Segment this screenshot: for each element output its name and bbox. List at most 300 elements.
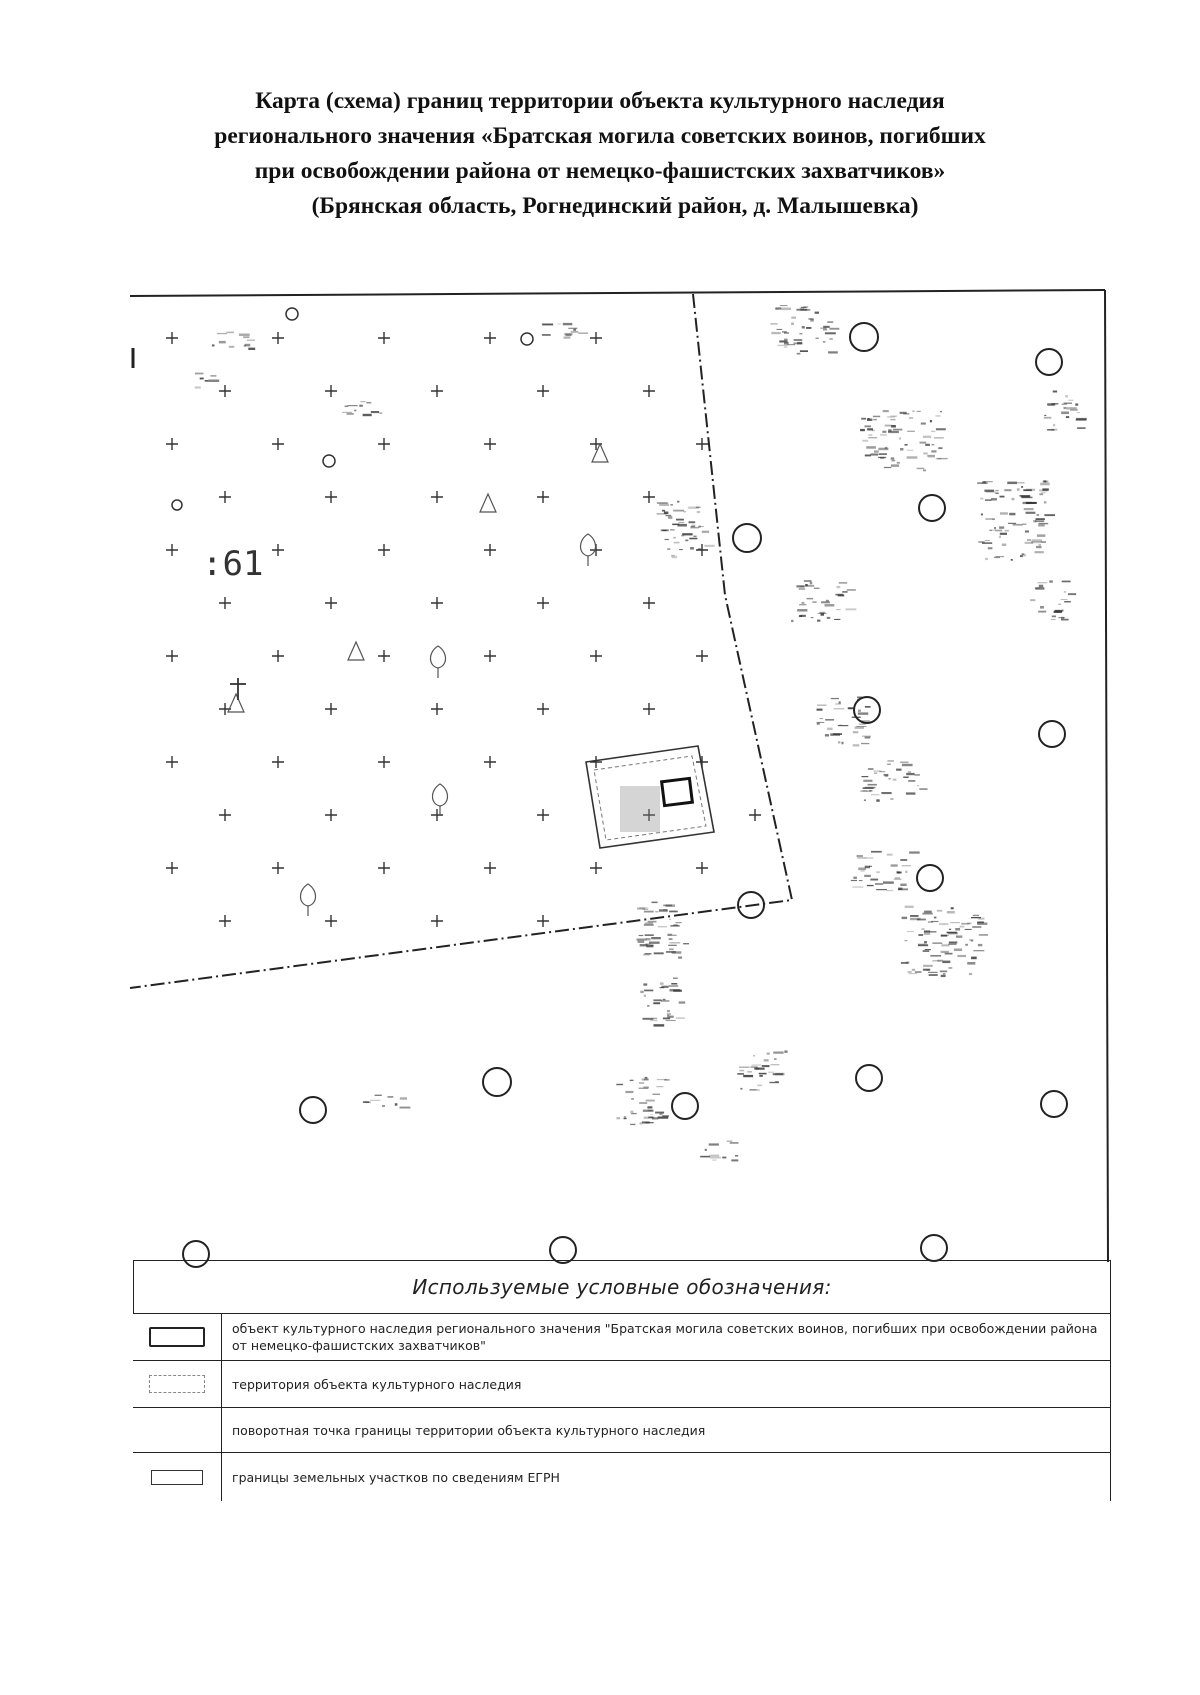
hatch-mark	[800, 350, 808, 352]
hatch-mark	[655, 911, 658, 912]
hatch-mark	[931, 450, 936, 452]
grid-cross	[325, 491, 337, 503]
hatch-mark	[645, 923, 654, 925]
hatch-mark	[950, 922, 960, 923]
grid-cross	[484, 332, 496, 344]
hatch-mark	[865, 455, 871, 457]
hatch-mark	[876, 889, 887, 890]
hatch-mark	[624, 1118, 627, 1119]
hatch-mark	[769, 1082, 779, 1083]
hatch-mark	[939, 923, 948, 925]
hatch-mark	[912, 411, 914, 412]
hatch-mark	[869, 790, 872, 791]
legend-text: территория объекта культурного наследия	[232, 1376, 522, 1392]
hatch-mark	[1030, 599, 1035, 601]
hatch-mark	[848, 707, 852, 709]
hatch-mark	[647, 1005, 649, 1007]
hatch-mark	[1027, 539, 1031, 540]
hatch-mark	[630, 1080, 634, 1081]
hatch-mark	[826, 600, 829, 602]
hatch-mark	[568, 328, 577, 329]
hatch-mark	[1037, 534, 1046, 537]
hatch-mark	[875, 883, 883, 885]
hatch-mark	[642, 1079, 645, 1081]
hatch-mark	[375, 1095, 382, 1096]
hatch-mark	[804, 580, 812, 581]
grid-cross	[537, 703, 549, 715]
grid-cross	[166, 544, 178, 556]
hatch-mark	[775, 308, 779, 310]
hatch-mark	[739, 1070, 744, 1072]
hatch-mark	[765, 1066, 770, 1067]
grid-cross	[696, 862, 708, 874]
hatch-mark	[1040, 541, 1046, 543]
hatch-mark	[354, 410, 356, 412]
hatch-mark	[932, 943, 942, 944]
grid-cross	[696, 650, 708, 662]
hatch-mark	[1044, 415, 1046, 416]
hatch-mark	[870, 879, 878, 881]
hatch-mark	[755, 1068, 764, 1070]
hatch-mark	[571, 331, 578, 333]
hatch-mark	[838, 725, 849, 726]
grid-cross	[272, 332, 284, 344]
hatch-mark	[978, 541, 984, 542]
hatch-mark	[639, 1102, 647, 1104]
hatch-mark	[666, 951, 676, 953]
hatch-mark	[887, 416, 895, 417]
hatch-mark	[1036, 518, 1045, 520]
hatch-mark	[956, 936, 962, 938]
hatch-mark	[934, 917, 937, 919]
hatch-mark	[794, 343, 803, 345]
hatch-mark	[898, 888, 908, 890]
grid-cross	[378, 544, 390, 556]
hatch-mark	[671, 983, 677, 985]
hatch-mark	[904, 940, 907, 941]
hatch-mark	[918, 934, 923, 936]
hatch-mark	[630, 1124, 635, 1125]
hatch-mark	[1020, 495, 1031, 496]
hatch-mark	[656, 1086, 663, 1087]
hatch-mark	[879, 771, 885, 772]
hatch-mark	[965, 944, 968, 946]
hatch-mark	[868, 437, 877, 438]
hatch-mark	[995, 493, 998, 495]
hatch-mark	[797, 609, 807, 611]
hatch-mark	[1025, 530, 1029, 532]
hatch-mark	[827, 321, 833, 323]
hatch-mark	[1075, 403, 1078, 405]
hatch-mark	[925, 949, 931, 950]
hatch-mark	[921, 928, 924, 929]
hatch-mark	[212, 344, 215, 346]
grid-cross	[431, 491, 443, 503]
hatch-mark	[977, 922, 987, 925]
hatch-mark	[791, 323, 794, 326]
hatch-mark	[989, 530, 992, 532]
legend-heading: Используемые условные обозначения:	[133, 1260, 1111, 1314]
hatch-mark	[863, 787, 874, 789]
hatch-mark	[891, 425, 896, 428]
hatch-mark	[951, 907, 954, 909]
hatch-mark	[1064, 591, 1066, 593]
hatch-mark	[1038, 611, 1046, 613]
hatch-mark	[625, 1091, 633, 1093]
turning-point-marker	[917, 865, 943, 891]
hatch-mark	[868, 768, 874, 770]
hatch-mark	[890, 798, 893, 800]
hatch-mark	[667, 548, 670, 550]
hatch-mark	[932, 960, 941, 961]
hatch-mark	[558, 324, 561, 325]
hatch-mark	[865, 737, 871, 739]
hatch-mark	[801, 307, 807, 308]
hatch-mark	[817, 705, 827, 706]
hatch-mark	[1023, 502, 1032, 504]
hatch-mark	[890, 419, 895, 420]
hatch-mark	[705, 1149, 707, 1151]
hatch-mark	[679, 522, 685, 523]
hatch-mark	[855, 727, 864, 729]
hatch-mark	[806, 327, 811, 329]
hatch-mark	[661, 529, 669, 531]
hatch-mark	[932, 444, 935, 445]
hatch-mark	[791, 317, 796, 319]
hatch-mark	[1005, 530, 1009, 532]
grid-cross	[272, 438, 284, 450]
hatch-mark	[750, 1089, 757, 1090]
hatch-mark	[797, 353, 801, 355]
turning-point-marker	[300, 1097, 326, 1123]
parcel-label: :61	[202, 544, 264, 584]
hatch-mark	[360, 401, 365, 402]
hatch-mark	[859, 880, 863, 881]
hatch-mark	[667, 1010, 670, 1012]
hatch-mark	[648, 1110, 653, 1111]
hatch-mark	[810, 582, 813, 585]
hatch-mark	[1037, 582, 1047, 583]
hatch-mark	[712, 1160, 716, 1161]
hatch-mark	[861, 870, 865, 871]
hatch-mark	[861, 418, 866, 420]
hatch-mark	[923, 436, 931, 438]
hatch-mark	[910, 915, 919, 917]
grid-cross	[484, 756, 496, 768]
hatch-mark	[923, 969, 930, 971]
hatch-mark	[1002, 544, 1007, 547]
hatch-mark	[400, 1097, 407, 1099]
grid-cross	[484, 650, 496, 662]
hatch-mark	[905, 444, 908, 446]
grid-cross	[378, 650, 390, 662]
hatch-mark	[923, 965, 933, 967]
hatch-mark	[644, 1079, 648, 1081]
hatch-mark	[948, 943, 956, 945]
hatch-mark	[871, 453, 878, 456]
hatch-mark	[874, 450, 879, 452]
hatch-mark	[937, 910, 943, 912]
hatch-mark	[909, 417, 913, 419]
hatch-mark	[674, 542, 680, 544]
hatch-mark	[697, 511, 701, 513]
hatch-mark	[784, 332, 789, 333]
hatch-mark	[941, 944, 949, 946]
hatch-mark	[371, 411, 379, 413]
hatch-mark	[1025, 542, 1034, 544]
hatch-mark	[925, 444, 930, 446]
hatch-mark	[1004, 489, 1011, 491]
hatch-mark	[666, 1020, 676, 1021]
hatch-mark	[382, 1105, 385, 1106]
hatch-mark	[646, 945, 653, 948]
hatch-mark	[814, 588, 820, 589]
grid-cross	[325, 597, 337, 609]
hatch-mark	[828, 351, 838, 353]
hatch-mark	[872, 430, 875, 432]
hatch-mark	[884, 467, 891, 468]
hatch-mark	[874, 773, 877, 774]
hatch-mark	[985, 499, 992, 500]
hatch-mark	[937, 458, 947, 459]
hatch-mark	[743, 1075, 753, 1077]
hatch-mark	[650, 1020, 657, 1022]
hatch-mark	[379, 412, 382, 414]
hatch-mark	[651, 937, 661, 939]
hatch-mark	[896, 769, 901, 771]
hatch-mark	[205, 380, 209, 382]
hatch-mark	[936, 428, 946, 430]
hatch-mark	[659, 909, 668, 911]
hatch-mark	[873, 416, 880, 418]
hatch-mark	[678, 957, 682, 959]
hatch-mark	[210, 375, 216, 377]
hatch-mark	[645, 934, 654, 936]
grid-cross	[431, 597, 443, 609]
hatch-mark	[710, 1157, 721, 1159]
legend	[133, 1260, 1111, 1501]
hatch-mark	[1039, 523, 1049, 524]
hatch-mark	[631, 1098, 634, 1100]
hatch-mark	[799, 588, 805, 589]
hatch-mark	[693, 536, 696, 537]
hatch-mark	[644, 924, 654, 926]
hatch-mark	[942, 961, 950, 964]
hatch-mark	[669, 948, 674, 950]
hatch-mark	[988, 547, 993, 549]
hatch-mark	[985, 558, 988, 560]
hatch-mark	[645, 1077, 648, 1079]
hatch-mark	[827, 728, 833, 731]
hatch-mark	[640, 1122, 643, 1124]
hatch-mark	[200, 378, 204, 380]
hatch-mark	[868, 784, 877, 786]
hatch-mark	[400, 1107, 411, 1109]
hatch-mark	[895, 877, 900, 878]
hatch-mark	[899, 438, 901, 440]
hatch-mark	[679, 549, 683, 550]
hatch-mark	[967, 962, 975, 965]
title-line-1: Карта (схема) границ территории объекта культурного наследия	[255, 88, 945, 114]
hatch-mark	[949, 929, 951, 930]
hatch-mark	[969, 973, 972, 975]
hatch-mark	[889, 778, 891, 779]
hatch-mark	[867, 885, 874, 886]
grid-cross	[166, 650, 178, 662]
hatch-mark	[1038, 524, 1045, 526]
grid-cross	[166, 756, 178, 768]
hatch-mark	[929, 974, 938, 976]
hatch-mark	[949, 942, 957, 944]
hatch-mark	[930, 420, 932, 422]
hatch-mark	[660, 982, 664, 984]
grid-cross	[325, 703, 337, 715]
hatch-mark	[661, 986, 668, 988]
legend-symbol-territory	[133, 1361, 222, 1407]
hatch-mark	[1047, 429, 1054, 431]
grid-cross	[484, 862, 496, 874]
hatch-mark	[857, 855, 863, 857]
hatch-mark	[1011, 559, 1013, 561]
legend-symbol-turning-point	[133, 1408, 222, 1452]
hatch-mark	[770, 323, 777, 325]
hatch-mark	[971, 917, 981, 918]
hatch-mark	[735, 1155, 738, 1157]
hatch-mark	[930, 931, 937, 932]
turning-point-marker	[672, 1093, 698, 1119]
hatch-mark	[677, 501, 679, 503]
hatch-mark	[830, 733, 840, 735]
turning-point-marker	[850, 323, 878, 351]
hatch-mark	[821, 601, 830, 603]
hatch-mark	[667, 1015, 670, 1016]
hatch-mark	[644, 911, 654, 913]
hatch-mark	[868, 418, 870, 420]
hatch-mark	[996, 490, 999, 491]
grid-cross	[219, 809, 231, 821]
hatch-mark	[816, 338, 819, 339]
hatch-mark	[617, 1117, 621, 1119]
hatch-mark	[907, 450, 913, 451]
hatch-mark	[669, 911, 678, 913]
hatch-mark	[884, 774, 889, 776]
hatch-mark	[980, 498, 983, 500]
hatch-mark	[941, 935, 948, 937]
hatch-mark	[363, 414, 372, 416]
grid-cross	[431, 809, 443, 821]
grid-cross	[219, 597, 231, 609]
hatch-mark	[679, 1001, 686, 1003]
hatch-mark	[616, 1084, 623, 1085]
hatch-mark	[670, 504, 673, 506]
hatch-mark	[995, 530, 1002, 532]
grid-cross	[378, 756, 390, 768]
hatch-mark	[1062, 581, 1071, 583]
hatch-mark	[672, 556, 678, 559]
hatch-mark	[730, 1142, 739, 1143]
hatch-mark	[901, 962, 909, 964]
hatch-mark	[842, 591, 847, 593]
hatch-mark	[1039, 585, 1043, 588]
hatch-mark	[973, 915, 979, 917]
hatch-mark	[1044, 514, 1055, 516]
hatch-mark	[348, 405, 358, 406]
hatch-mark	[900, 448, 903, 451]
hatch-mark	[1026, 489, 1035, 491]
hatch-mark	[825, 332, 836, 334]
hatch-mark	[639, 1088, 649, 1089]
hatch-mark	[907, 931, 914, 932]
hatch-mark	[919, 788, 927, 790]
turning-point-marker	[921, 1235, 947, 1261]
hatch-mark	[807, 598, 814, 600]
hatch-mark	[957, 955, 966, 957]
hatch-mark	[940, 411, 942, 412]
grid-cross	[484, 438, 496, 450]
hatch-mark	[219, 341, 226, 344]
title-line-3: при освобождении района от немецко-фашистских захватчиков»	[254, 158, 946, 184]
hatch-mark	[731, 1159, 738, 1161]
map-frame-top	[130, 290, 1105, 296]
hatch-mark	[1065, 395, 1068, 398]
hatch-mark	[771, 332, 781, 334]
grid-cross	[590, 756, 602, 768]
hatch-mark	[900, 859, 907, 861]
hatch-mark	[967, 923, 971, 925]
hatch-mark	[1052, 404, 1056, 405]
hatch-mark	[631, 1113, 637, 1114]
hatch-mark	[1017, 482, 1025, 483]
hatch-mark	[1061, 412, 1069, 415]
hatch-mark	[666, 904, 675, 907]
hatch-mark	[866, 446, 876, 449]
hatch-mark	[1042, 488, 1048, 490]
hatch-mark	[227, 332, 235, 334]
hatch-mark	[644, 990, 653, 992]
hatch-mark	[880, 434, 887, 436]
hatch-mark	[881, 792, 891, 794]
hatch-mark	[722, 1157, 726, 1159]
hatch-mark	[1035, 587, 1044, 590]
legend-text: объект культурного наследия регионального значения "Братская могила советских воинов, погибших при освобождении района от немецко-фашистских захватчиков"	[232, 1321, 1098, 1353]
hatch-mark	[646, 1100, 655, 1102]
hatch-mark	[1061, 617, 1064, 619]
hatch-mark	[647, 1106, 652, 1108]
hatch-mark	[670, 925, 679, 927]
hatch-mark	[908, 971, 912, 972]
hatch-mark	[924, 931, 930, 933]
grid-cross	[166, 438, 178, 450]
hatch-mark	[917, 785, 920, 786]
hatch-mark	[698, 526, 704, 527]
cross-marker	[230, 678, 246, 700]
hatch-mark	[910, 918, 921, 920]
turning-point-marker	[919, 495, 945, 521]
hatch-mark	[941, 975, 946, 977]
hatch-mark	[1039, 493, 1043, 495]
hatch-mark	[948, 967, 952, 969]
grid-cross	[219, 915, 231, 927]
hatch-mark	[737, 1073, 744, 1075]
hatch-mark	[709, 1143, 719, 1145]
hatch-mark	[862, 440, 868, 442]
hatch-mark	[542, 324, 553, 326]
hatch-mark	[839, 582, 848, 583]
hatch-mark	[941, 951, 949, 953]
hatch-mark	[673, 537, 676, 539]
grid-cross	[325, 809, 337, 821]
hatch-mark	[658, 1117, 669, 1119]
